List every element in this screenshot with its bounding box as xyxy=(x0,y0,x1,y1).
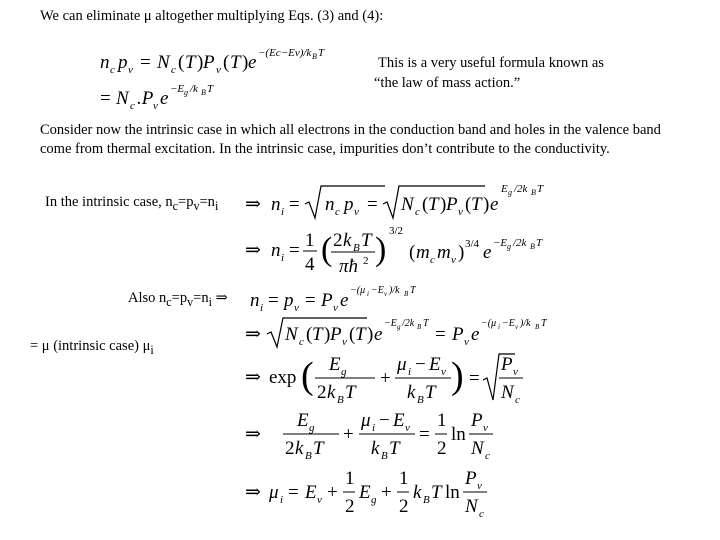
svg-text:c: c xyxy=(299,336,304,348)
svg-text:v: v xyxy=(294,302,299,314)
svg-text:c: c xyxy=(110,64,115,76)
svg-text:N: N xyxy=(501,382,514,403)
svg-text:): ) xyxy=(367,324,374,345)
svg-text:i: i xyxy=(408,366,412,378)
svg-text:n: n xyxy=(100,52,110,73)
svg-text:⇒: ⇒ xyxy=(245,424,261,445)
svg-text:v: v xyxy=(515,323,519,331)
svg-text:T: T xyxy=(312,324,323,345)
svg-text:=: = xyxy=(288,482,299,503)
svg-text:p: p xyxy=(284,290,294,311)
svg-text:1: 1 xyxy=(399,468,409,489)
svg-text:B: B xyxy=(305,450,312,462)
svg-text:/2k: /2k xyxy=(402,318,415,329)
exp-equation xyxy=(245,350,520,406)
svg-text:−(Ec−Ev)/k: −(Ec−Ev)/k xyxy=(258,47,312,59)
svg-text:T: T xyxy=(185,52,196,73)
svg-text:P: P xyxy=(452,324,464,345)
svg-text:B: B xyxy=(535,323,540,331)
svg-text:ln: ln xyxy=(445,482,460,503)
svg-text:3/2: 3/2 xyxy=(389,225,404,237)
svg-text:.P: .P xyxy=(137,88,154,109)
svg-text:g: g xyxy=(309,422,315,434)
svg-text:T: T xyxy=(431,482,442,503)
svg-text:v: v xyxy=(441,366,446,378)
svg-text:N: N xyxy=(157,52,170,73)
svg-text:P: P xyxy=(330,324,342,345)
svg-text:v: v xyxy=(354,206,359,218)
svg-text:m: m xyxy=(437,242,451,263)
sqrt-equals-equation xyxy=(245,312,555,352)
svg-text:T: T xyxy=(541,318,547,329)
svg-text:=: = xyxy=(268,290,279,311)
svg-text:+: + xyxy=(327,482,338,503)
svg-text:e: e xyxy=(340,290,349,311)
svg-text:T: T xyxy=(536,237,543,249)
svg-text:B: B xyxy=(417,323,422,331)
svg-text:B: B xyxy=(404,290,409,298)
svg-text:i: i xyxy=(281,252,285,264)
svg-text:k: k xyxy=(295,438,304,459)
also-label: Also $n_c=p_v=n_i$ ⇒ xyxy=(128,290,228,309)
svg-text:=: = xyxy=(289,240,300,261)
svg-text:πħ: πħ xyxy=(339,256,359,277)
svg-text:c: c xyxy=(415,206,420,218)
svg-text:exp: exp xyxy=(269,367,297,388)
ni-pv-equation xyxy=(250,280,430,314)
svg-text:N: N xyxy=(116,88,129,109)
svg-text:): ) xyxy=(197,52,204,73)
svg-text:v: v xyxy=(405,422,410,434)
svg-text:=: = xyxy=(419,424,430,445)
svg-text:v: v xyxy=(384,290,388,298)
svg-text:⇒: ⇒ xyxy=(245,367,261,388)
svg-text:P: P xyxy=(321,290,333,311)
svg-text:/k: /k xyxy=(190,83,198,95)
svg-text:4: 4 xyxy=(305,254,315,275)
svg-text:c: c xyxy=(479,508,484,520)
svg-text:T: T xyxy=(537,183,544,195)
svg-text:T: T xyxy=(361,230,372,251)
svg-text:B: B xyxy=(312,52,317,61)
svg-text:e: e xyxy=(374,324,383,345)
svg-text:c: c xyxy=(430,254,435,266)
svg-text:(: ( xyxy=(223,52,230,73)
svg-text:N: N xyxy=(471,438,484,459)
svg-text:T: T xyxy=(428,194,439,215)
svg-text:v: v xyxy=(477,480,482,492)
svg-text:e: e xyxy=(248,52,257,73)
svg-text:−E: −E xyxy=(493,237,508,249)
svg-text:v: v xyxy=(464,336,469,348)
law-note-line2: “the law of mass action.” xyxy=(374,75,521,91)
svg-text:T: T xyxy=(230,52,241,73)
svg-text:v: v xyxy=(317,494,322,506)
svg-text:B: B xyxy=(353,242,360,254)
svg-text:μ: μ xyxy=(269,482,279,503)
svg-text:=: = xyxy=(367,194,378,215)
svg-text:−E: −E xyxy=(502,318,515,329)
svg-text:p: p xyxy=(118,52,128,73)
svg-text:v: v xyxy=(458,206,463,218)
svg-text:=: = xyxy=(435,324,446,345)
svg-text:c: c xyxy=(485,450,490,462)
svg-text:P: P xyxy=(501,354,513,375)
svg-text:E: E xyxy=(359,482,371,503)
svg-text:i: i xyxy=(367,290,369,298)
svg-text:): ) xyxy=(242,52,249,73)
svg-text:c: c xyxy=(130,100,135,112)
svg-text:i: i xyxy=(372,422,376,434)
svg-text:v: v xyxy=(128,64,133,76)
svg-text:T: T xyxy=(410,285,416,296)
svg-text:B: B xyxy=(381,450,388,462)
svg-text:2: 2 xyxy=(437,438,447,459)
svg-text:μ: μ xyxy=(397,354,407,375)
svg-text:1: 1 xyxy=(305,230,315,251)
svg-text:=: = xyxy=(100,88,111,109)
svg-text:=: = xyxy=(469,368,480,389)
svg-text:2: 2 xyxy=(317,382,327,403)
svg-text:B: B xyxy=(417,394,424,406)
svg-text:−(μ: −(μ xyxy=(481,318,497,329)
svg-text:g: g xyxy=(507,242,511,251)
svg-text:μ: μ xyxy=(361,410,371,431)
svg-text:n: n xyxy=(271,194,281,215)
svg-text:): ) xyxy=(324,324,331,345)
svg-text:i: i xyxy=(498,323,500,331)
svg-text:m: m xyxy=(416,242,430,263)
svg-text:P: P xyxy=(471,410,483,431)
svg-text:−: − xyxy=(415,354,426,375)
ni-sqrt-equation xyxy=(245,180,545,224)
svg-text:B: B xyxy=(337,394,344,406)
svg-text:=: = xyxy=(289,194,300,215)
svg-text:e: e xyxy=(483,242,492,263)
svg-text:v: v xyxy=(513,366,518,378)
intrinsic-paragraph: Consider now the intrinsic case in which all electrons in the conduction band and holes in the valence band come from thermal excitation. In the intrinsic case, impurities don’t contribute to the conductivity. xyxy=(40,122,661,157)
svg-text:c: c xyxy=(335,206,340,218)
svg-text:T: T xyxy=(313,438,324,459)
svg-text:v: v xyxy=(483,422,488,434)
svg-text:e: e xyxy=(490,194,499,215)
svg-text:3/4: 3/4 xyxy=(465,238,480,250)
law-note-line1: This is a very useful formula known as xyxy=(378,55,604,71)
svg-text:T: T xyxy=(423,318,429,329)
svg-text:E: E xyxy=(305,482,317,503)
svg-text:T: T xyxy=(425,382,436,403)
svg-text:−E: −E xyxy=(170,83,185,95)
svg-text:1: 1 xyxy=(345,468,355,489)
svg-text:E: E xyxy=(329,354,341,375)
svg-text:e: e xyxy=(471,324,480,345)
svg-text:c: c xyxy=(515,394,520,406)
svg-text:N: N xyxy=(285,324,298,345)
svg-text:2: 2 xyxy=(333,230,343,251)
svg-text:k: k xyxy=(407,382,416,403)
svg-text:p: p xyxy=(344,194,354,215)
svg-text:g: g xyxy=(341,366,347,378)
svg-text:P: P xyxy=(465,468,477,489)
svg-text:−E: −E xyxy=(371,285,384,296)
svg-text:c: c xyxy=(171,64,176,76)
svg-text:−E: −E xyxy=(384,318,397,329)
svg-text:2: 2 xyxy=(363,255,369,267)
svg-text:k: k xyxy=(371,438,380,459)
svg-text:⇒: ⇒ xyxy=(245,240,261,261)
svg-text:v: v xyxy=(451,254,456,266)
svg-text:e: e xyxy=(160,88,169,109)
svg-text:v: v xyxy=(216,64,221,76)
svg-text:n: n xyxy=(250,290,260,311)
svg-text:⇒: ⇒ xyxy=(245,194,261,215)
svg-text:v: v xyxy=(333,302,338,314)
svg-text:g: g xyxy=(508,188,512,197)
log-equation xyxy=(245,408,490,464)
svg-text:k: k xyxy=(343,230,352,251)
svg-text:k: k xyxy=(413,482,422,503)
svg-text:/2k: /2k xyxy=(513,237,527,249)
svg-text:B: B xyxy=(531,188,536,197)
svg-text:(: ( xyxy=(306,324,313,345)
svg-text:T: T xyxy=(389,438,400,459)
svg-text:B: B xyxy=(201,88,206,97)
svg-text:2: 2 xyxy=(285,438,295,459)
svg-text:E: E xyxy=(297,410,309,431)
svg-text:(: ( xyxy=(178,52,185,73)
svg-text:2: 2 xyxy=(399,496,409,517)
svg-text:(: ( xyxy=(301,355,314,397)
svg-text:): ) xyxy=(375,231,387,268)
svg-text:T: T xyxy=(345,382,356,403)
mass-action-equation xyxy=(100,46,370,112)
svg-text:i: i xyxy=(281,206,285,218)
svg-text:N: N xyxy=(465,496,478,517)
svg-text:T: T xyxy=(207,83,214,95)
svg-text:E: E xyxy=(393,410,405,431)
svg-text:2: 2 xyxy=(345,496,355,517)
mu-i-equation xyxy=(245,466,495,522)
svg-text:(: ( xyxy=(321,231,333,268)
svg-text:)/k: )/k xyxy=(520,318,531,329)
svg-text:−(μ: −(μ xyxy=(350,285,366,296)
svg-text:n: n xyxy=(325,194,335,215)
svg-text:B: B xyxy=(423,494,430,506)
svg-text:+: + xyxy=(380,368,391,389)
svg-text:+: + xyxy=(381,482,392,503)
svg-text:): ) xyxy=(451,355,464,397)
svg-text:ln: ln xyxy=(451,424,466,445)
svg-text:=: = xyxy=(305,290,316,311)
svg-text:T: T xyxy=(318,47,325,59)
svg-text:=: = xyxy=(140,52,151,73)
svg-text:1: 1 xyxy=(437,410,447,431)
svg-text:P: P xyxy=(446,194,458,215)
svg-text:): ) xyxy=(483,194,490,215)
mu-intrinsic-label: = μ (intrinsic case) $\mu_i$ xyxy=(30,338,154,357)
svg-text:v: v xyxy=(342,336,347,348)
svg-text:i: i xyxy=(280,494,284,506)
svg-text:T: T xyxy=(355,324,366,345)
svg-text:E: E xyxy=(501,183,508,195)
svg-text:⇒: ⇒ xyxy=(245,482,261,503)
svg-text:(: ( xyxy=(349,324,356,345)
svg-text:B: B xyxy=(530,242,535,251)
svg-text:k: k xyxy=(327,382,336,403)
svg-text:N: N xyxy=(401,194,414,215)
svg-text:(: ( xyxy=(422,194,429,215)
svg-text:v: v xyxy=(153,100,158,112)
svg-text:+: + xyxy=(343,424,354,445)
svg-text:n: n xyxy=(271,240,281,261)
svg-text:(: ( xyxy=(465,194,472,215)
svg-text:E: E xyxy=(429,354,441,375)
ni-power-equation xyxy=(245,222,545,278)
svg-text:): ) xyxy=(440,194,447,215)
svg-text:−: − xyxy=(379,410,390,431)
intrinsic-case-label: In the intrinsic case, $n_c=p_v=n_i$ xyxy=(45,194,219,213)
svg-text:g: g xyxy=(397,323,401,331)
svg-text:g: g xyxy=(184,88,188,97)
svg-text:P: P xyxy=(203,52,215,73)
svg-text:⇒: ⇒ xyxy=(245,324,261,345)
svg-text:)/k: )/k xyxy=(389,285,400,296)
svg-text:/2k: /2k xyxy=(514,183,528,195)
svg-text:i: i xyxy=(260,302,264,314)
intro-text: We can eliminate μ altogether multiplying Eqs. (3) and (4): xyxy=(40,8,384,24)
svg-text:T: T xyxy=(471,194,482,215)
svg-text:(: ( xyxy=(409,242,416,263)
svg-text:): ) xyxy=(458,242,465,263)
svg-text:g: g xyxy=(371,494,377,506)
